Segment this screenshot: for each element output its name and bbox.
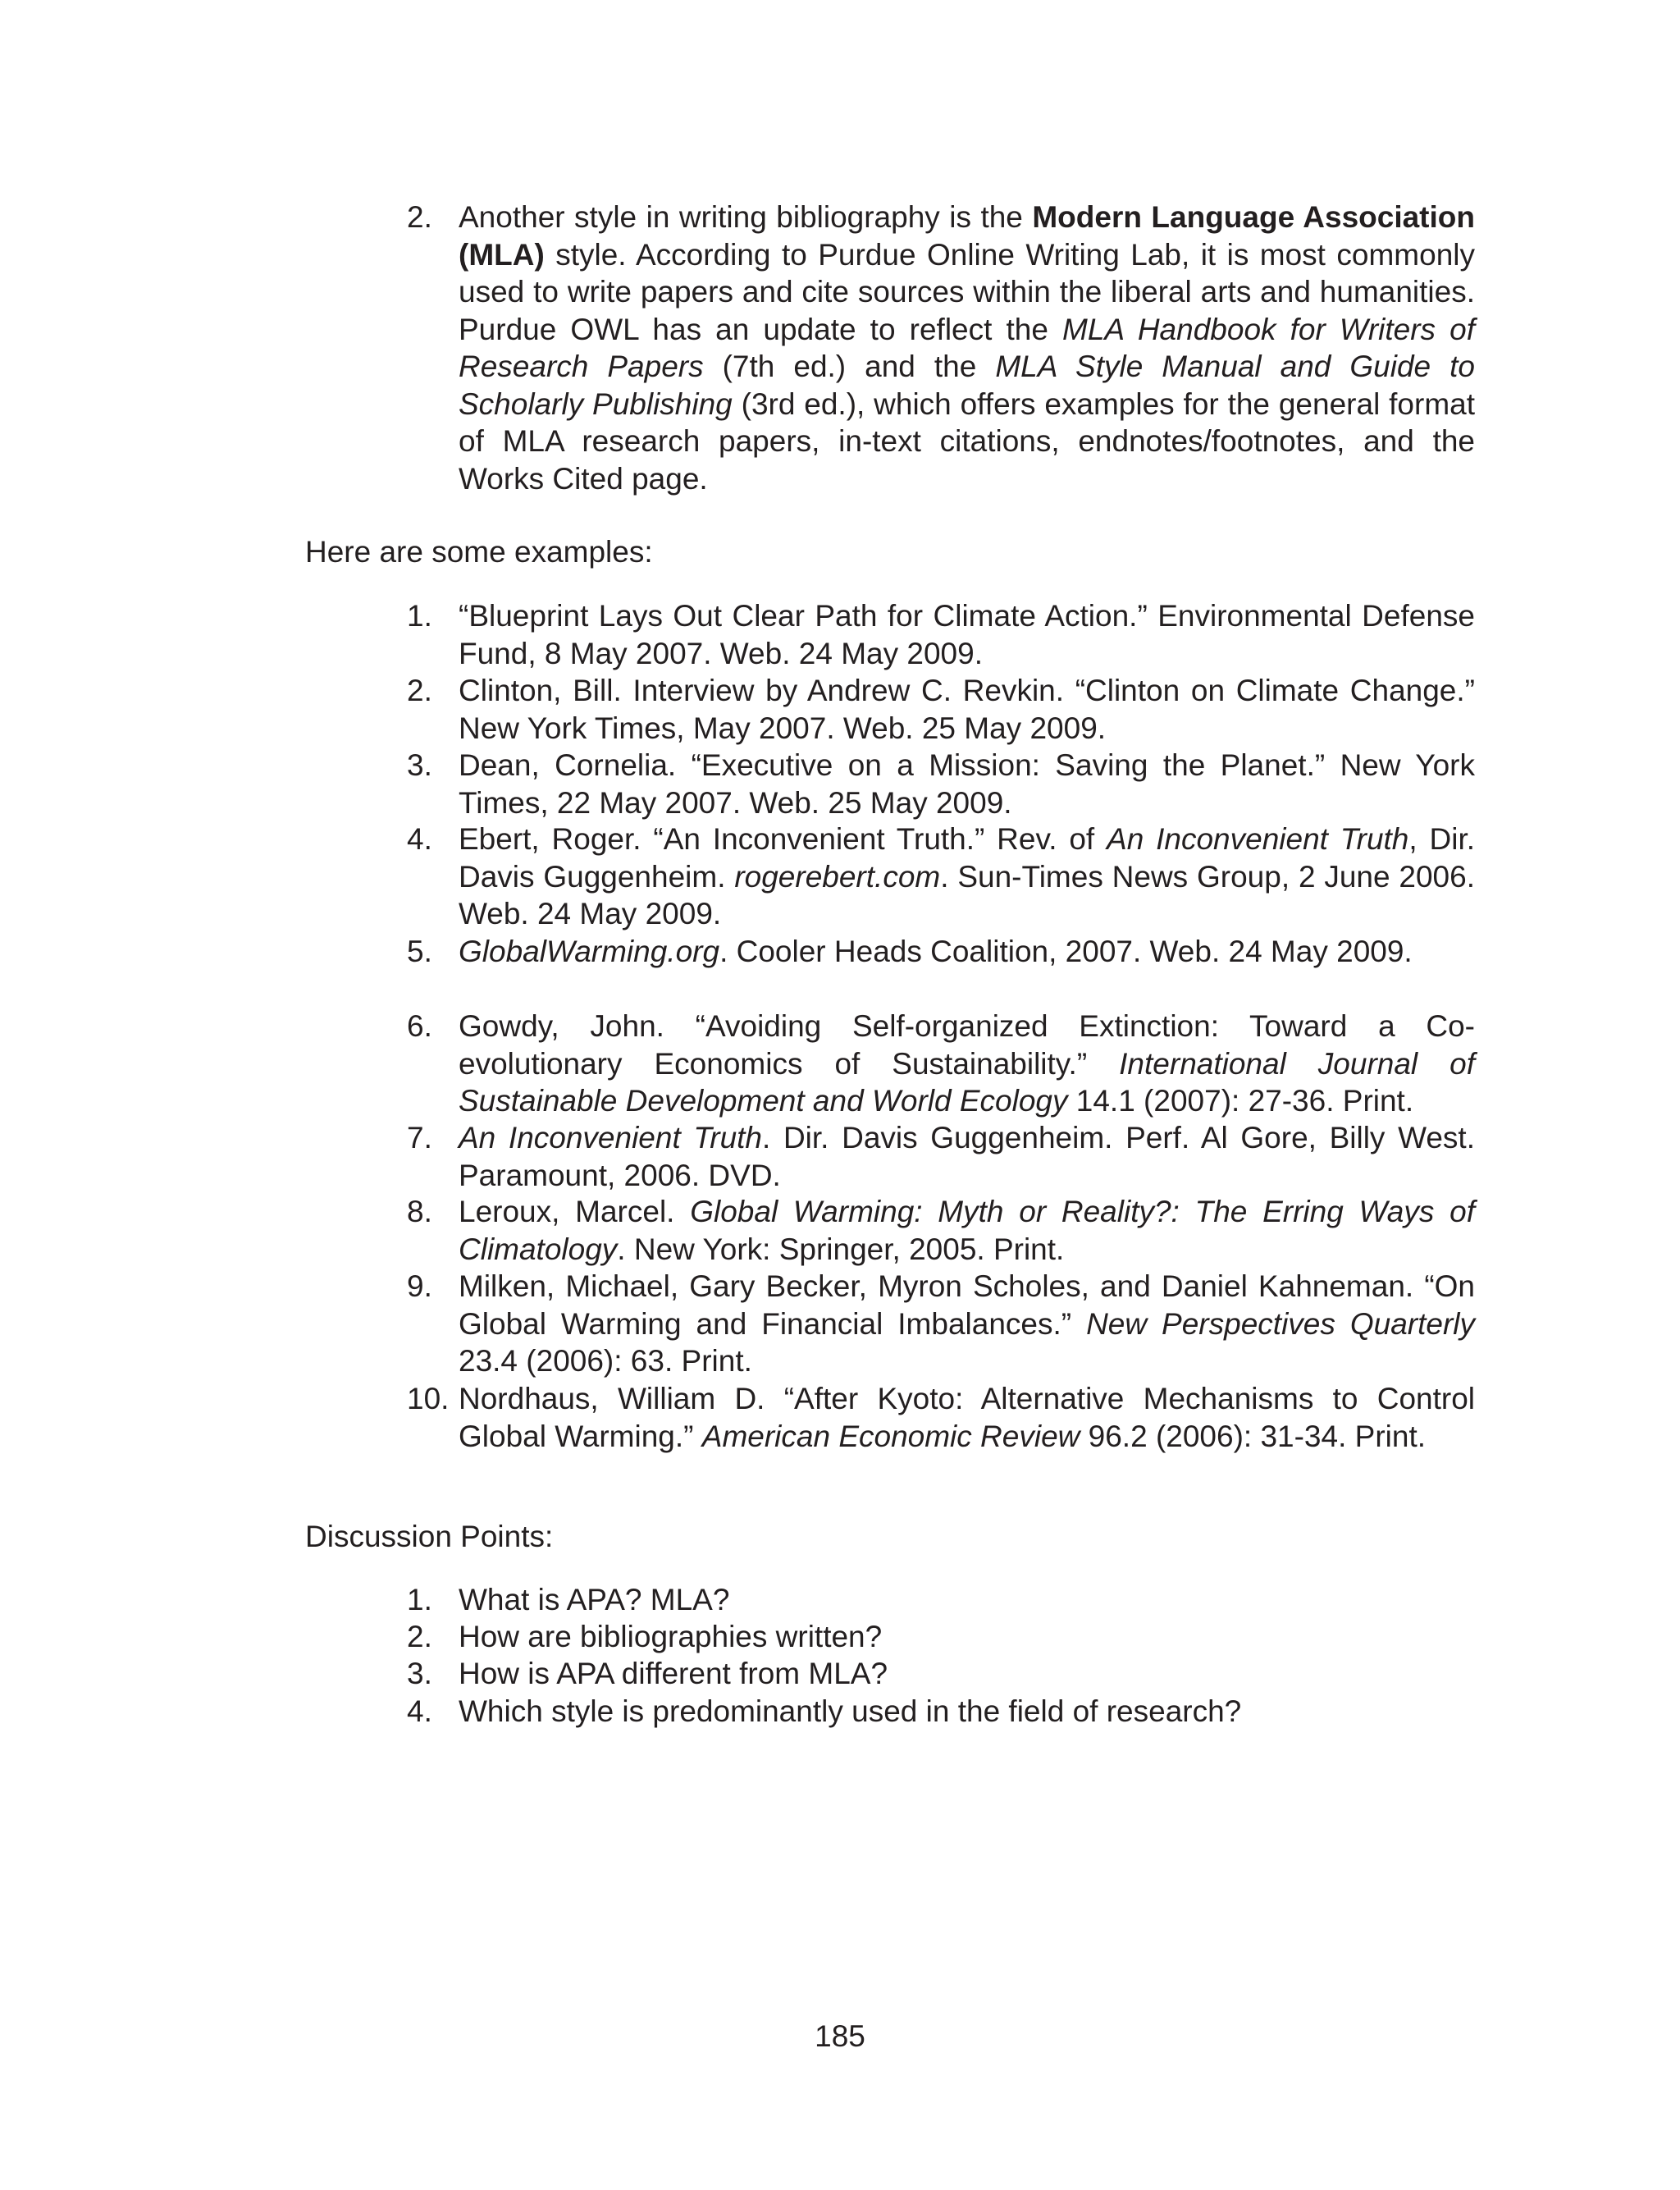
- citation-italic: Global Warming: Myth or Reality?: The Erring Ways of Climatology: [459, 1195, 1475, 1266]
- list-number: 7.: [407, 1121, 432, 1154]
- citation-text: Clinton, Bill. Interview by Andrew C. Revkin. “Clinton on Climate Change.” New York Times, May 2007. Web. 25 May 2009.: [459, 674, 1475, 745]
- citation-italic: New Perspectives Quarterly: [1086, 1306, 1475, 1341]
- list-number: 5.: [407, 935, 432, 968]
- discussion-item-4: [407, 1693, 1475, 1731]
- list-number: 8.: [407, 1195, 432, 1228]
- discussion-item-2: [407, 1618, 1475, 1656]
- list-number: 9.: [407, 1269, 432, 1303]
- citation-italic: GlobalWarming.org: [459, 935, 720, 968]
- citation-text: 96.2 (2006): 31-34. Print.: [1080, 1419, 1427, 1453]
- list-number: 1.: [407, 1583, 432, 1616]
- discussion-item-1: [407, 1581, 1475, 1619]
- discussion-text: What is APA? MLA?: [459, 1583, 730, 1616]
- citation-text: . New York: Springer, 2005. Print.: [617, 1232, 1065, 1266]
- example-item-9: [407, 1268, 1475, 1380]
- citation-text: Milken, Michael, Gary Becker, Myron Scholes, and Daniel Kahneman. “On Global Warming and Financial Imbalances.”: [459, 1269, 1475, 1341]
- list-number: 3.: [407, 748, 432, 782]
- list-number: 2.: [407, 1620, 432, 1653]
- examples-heading: Here are some examples:: [305, 535, 653, 569]
- page-number: 185: [815, 2019, 865, 2053]
- example-item-3: [407, 747, 1475, 821]
- example-item-10: [407, 1380, 1475, 1455]
- example-item-6: [407, 1008, 1475, 1120]
- list-number: 4.: [407, 822, 432, 856]
- discussion-heading: Discussion Points:: [305, 1520, 554, 1553]
- intro-italic-title-2: MLA Style Manual and Guide to Scholarly Publishing: [459, 350, 1475, 421]
- example-item-2: [407, 672, 1475, 747]
- intro-bold-term: Modern Language Association (MLA): [459, 200, 1475, 272]
- example-item-1: [407, 597, 1475, 672]
- example-item-4: [407, 821, 1475, 933]
- intro-text-3: (7th ed.) and the: [703, 350, 996, 383]
- discussion-text: Which style is predominantly used in the field of research?: [459, 1694, 1242, 1728]
- list-number: 10.: [407, 1382, 450, 1415]
- list-number: 6.: [407, 1009, 432, 1043]
- intro-text-4: (3rd ed.), which offers examples for the general format of MLA research papers, in-text citations, endnotes/footnotes, and the Works Cited page.: [459, 386, 1475, 496]
- citation-text: Nordhaus, William D. “After Kyoto: Alternative Mechanisms to Control Global Warming.”: [459, 1382, 1475, 1453]
- example-item-8: [407, 1193, 1475, 1268]
- citation-text: 23.4 (2006): 63. Print.: [459, 1344, 752, 1378]
- citation-text: “Blueprint Lays Out Clear Path for Climate Action.” Environmental Defense Fund, 8 May 2007. Web. 24 May 2009.: [459, 599, 1475, 670]
- discussion-text: How are bibliographies written?: [459, 1620, 883, 1653]
- intro-list-item: [407, 199, 1475, 497]
- citation-italic: American Economic Review: [701, 1419, 1080, 1453]
- citation-text: . Cooler Heads Coalition, 2007. Web. 24 May 2009.: [719, 935, 1413, 968]
- citation-italic: An Inconvenient Truth: [459, 1121, 763, 1154]
- list-number: 2.: [407, 674, 432, 707]
- citation-text: 14.1 (2007): 27-36. Print.: [1067, 1084, 1414, 1118]
- list-number: 2.: [407, 200, 432, 234]
- citation-text: , Dir. Davis Guggenheim.: [459, 822, 1475, 894]
- intro-text-2: style. According to Purdue Online Writing Lab, it is most commonly used to write papers and cite sources within the liberal arts and humanities. Purdue OWL has an update to reflect the: [459, 237, 1475, 346]
- intro-italic-title-1: MLA Handbook for Writers of Research Papers: [459, 312, 1475, 383]
- example-item-5: [407, 933, 1475, 971]
- citation-italic: An Inconvenient Truth: [1107, 822, 1409, 856]
- intro-text-1: Another style in writing bibliography is the: [459, 200, 1033, 234]
- citation-text: Gowdy, John. “Avoiding Self-organized Extinction: Toward a Co-evolutionary Economics of Sustainability.”: [459, 1009, 1475, 1081]
- citation-text: . Sun-Times News Group, 2 June 2006. Web. 24 May 2009.: [459, 859, 1475, 930]
- discussion-item-3: [407, 1655, 1475, 1693]
- list-number: 4.: [407, 1694, 432, 1728]
- list-number: 3.: [407, 1657, 432, 1690]
- citation-italic: International Journal of Sustainable Development and World Ecology: [459, 1046, 1475, 1118]
- discussion-text: How is APA different from MLA?: [459, 1657, 888, 1690]
- citation-text: Ebert, Roger. “An Inconvenient Truth.” Rev. of: [459, 822, 1107, 856]
- citation-text: Leroux, Marcel.: [459, 1195, 691, 1228]
- citation-text: Dean, Cornelia. “Executive on a Mission: Saving the Planet.” New York Times, 22 May 2007. Web. 25 May 2009.: [459, 748, 1475, 820]
- citation-text: . Dir. Davis Guggenheim. Perf. Al Gore, Billy West. Paramount, 2006. DVD.: [459, 1121, 1475, 1192]
- example-item-7: [407, 1119, 1475, 1194]
- list-number: 1.: [407, 599, 432, 633]
- citation-italic: rogerebert.com: [734, 859, 941, 894]
